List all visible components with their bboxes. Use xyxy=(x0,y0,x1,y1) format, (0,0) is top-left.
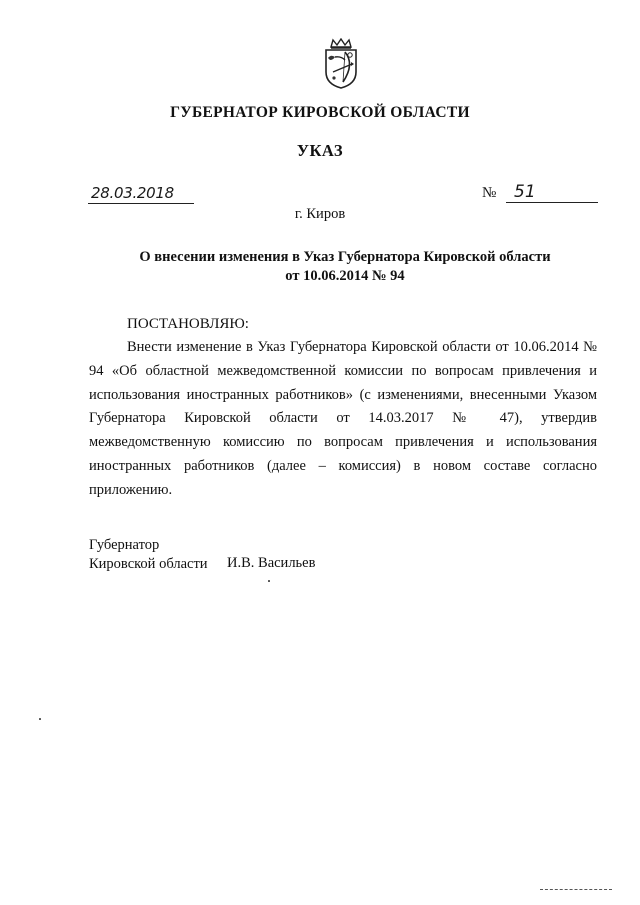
scan-speck xyxy=(39,718,41,720)
subject-line-1: О внесении изменения в Указ Губернатора Кировской области xyxy=(139,249,551,265)
document-number: 51 xyxy=(514,182,536,202)
number-underline xyxy=(506,202,598,203)
document-date: 28.03.2018 xyxy=(91,184,174,202)
document-date-field xyxy=(88,184,194,204)
body-paragraph: Внести изменение в Указ Губернатора Кировской области от 10.06.2014 № 94 «Об областной межведомственной комиссии по вопросам привлечения и использования иностранных работников» (с изменениями, внесенными Указом Губернатора Кировской области от 14.03.2017 № 47), утвердив межведомственную комиссию по вопросам привлечения и использования иностранных работников (далее – комиссия) в новом составе согласно приложению. xyxy=(89,339,597,498)
signer-name: И.В. Васильев xyxy=(227,555,316,571)
footer-mark xyxy=(540,889,612,891)
number-sign: № xyxy=(482,185,497,201)
subject-line-2: от 10.06.2014 № 94 xyxy=(285,268,405,284)
document-type: УКАЗ xyxy=(296,141,344,160)
signer-title-line-2: Кировской области xyxy=(89,556,208,572)
coat-of-arms-icon xyxy=(321,38,361,90)
document-number-field xyxy=(482,184,598,203)
issuing-authority: ГУБЕРНАТОР КИРОВСКОЙ ОБЛАСТИ xyxy=(170,104,470,121)
decree-word: ПОСТАНОВЛЯЮ: xyxy=(127,316,249,332)
scan-speck xyxy=(268,580,270,582)
signer-title-line-1: Губернатор xyxy=(89,537,160,553)
issue-city: г. Киров xyxy=(294,206,346,222)
signer-title xyxy=(89,536,208,574)
document-subject xyxy=(110,248,580,286)
